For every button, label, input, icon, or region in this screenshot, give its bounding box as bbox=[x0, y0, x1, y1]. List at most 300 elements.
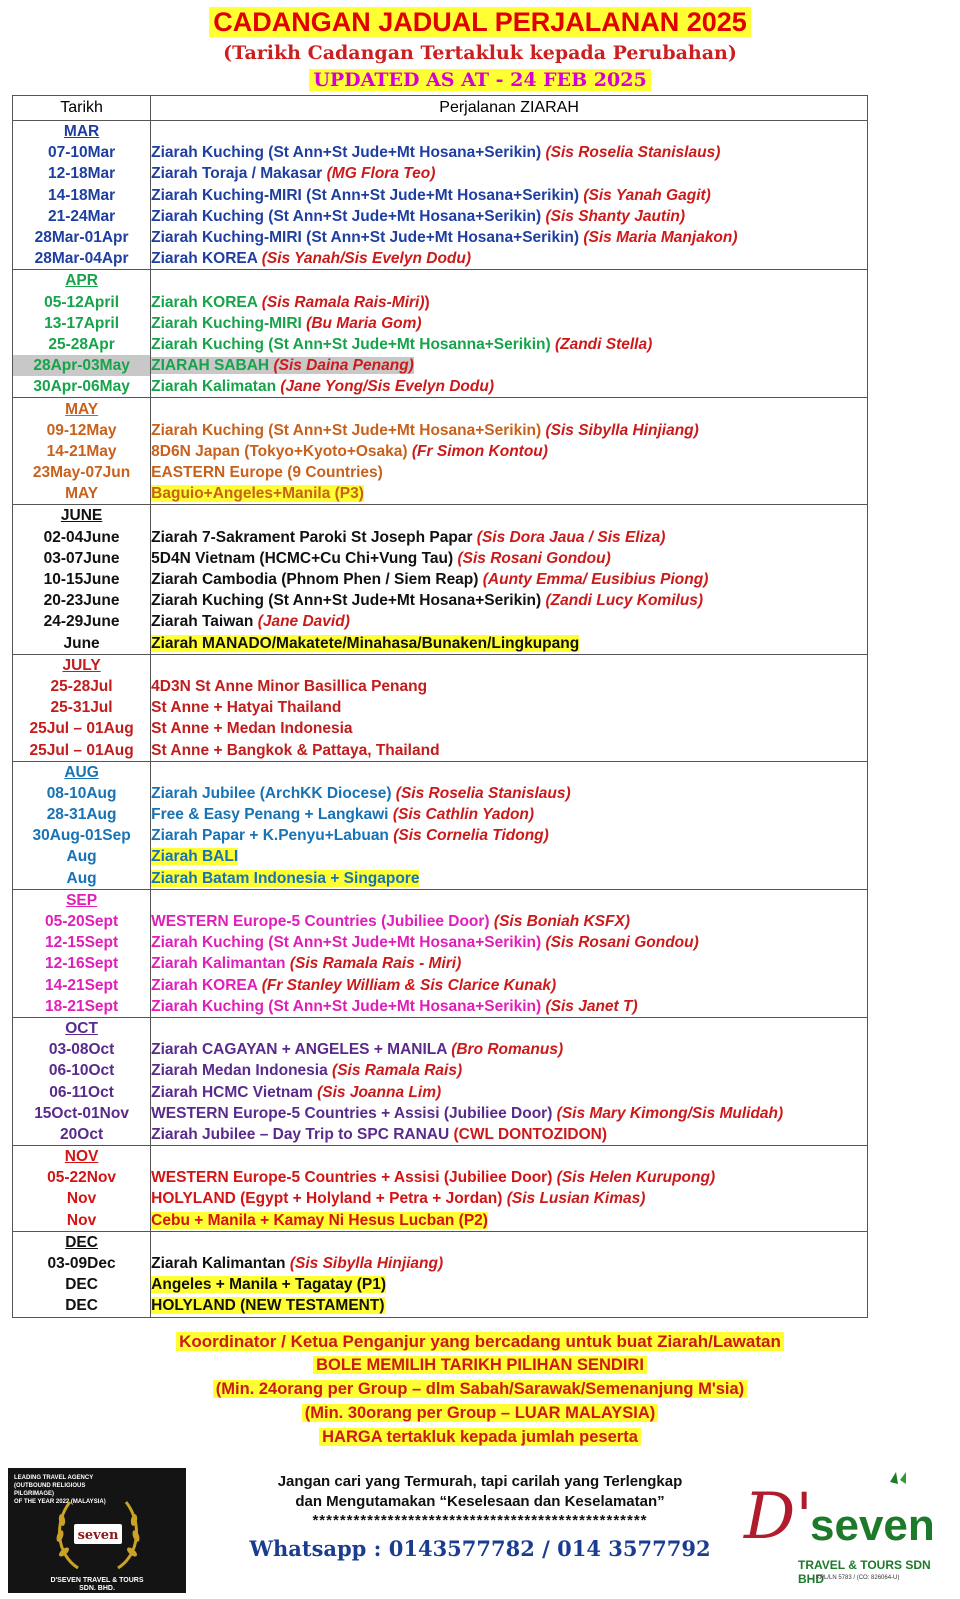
trip-text-wrap bbox=[151, 250, 471, 267]
trip-name: Ziarah Kuching (St Ann+St Jude+Mt Hosana+Serikin) bbox=[151, 934, 542, 952]
trip-name: WESTERN Europe-5 Countries (Jubiliee Door) bbox=[151, 913, 490, 931]
table-row bbox=[13, 248, 868, 270]
trip-date: 30Aug-01Sep bbox=[13, 825, 151, 846]
trip-description bbox=[151, 313, 868, 334]
trip-description bbox=[151, 1039, 868, 1060]
trip-leader: (Sis Joanna Lim) bbox=[317, 1083, 442, 1101]
trip-date: 13-17April bbox=[13, 313, 151, 334]
table-row bbox=[13, 676, 868, 697]
trip-date: 06-11Oct bbox=[13, 1081, 151, 1102]
trip-name: Ziarah Kuching (St Ann+St Jude+Mt Hosana+Serikin) bbox=[151, 997, 542, 1015]
trip-text-wrap bbox=[151, 571, 708, 588]
month-row bbox=[13, 761, 868, 783]
trip-date: Nov bbox=[13, 1188, 151, 1209]
footer-line-4: (Min. 30orang per Group – LUAR MALAYSIA) bbox=[0, 1402, 960, 1425]
trip-text-wrap bbox=[151, 1126, 607, 1143]
trip-leader: (Bro Romanus) bbox=[451, 1041, 564, 1059]
trip-date: 14-21May bbox=[13, 441, 151, 462]
trip-date: 30Apr-06May bbox=[13, 376, 151, 398]
month-row bbox=[13, 270, 868, 292]
trip-leader: (Sis Lusian Kimas) bbox=[506, 1190, 646, 1208]
table-row bbox=[13, 483, 868, 505]
table-row bbox=[13, 739, 868, 761]
trip-date: 05-22Nov bbox=[13, 1167, 151, 1188]
month-row bbox=[13, 505, 868, 527]
trip-date: 25-31Jul bbox=[13, 697, 151, 718]
trip-date: 14-18Mar bbox=[13, 185, 151, 206]
trip-date: DEC bbox=[13, 1295, 151, 1317]
award-badge-logo-text: seven bbox=[77, 1528, 119, 1543]
table-row bbox=[13, 527, 868, 548]
trip-text-wrap bbox=[151, 422, 699, 439]
month-label: MAY bbox=[13, 398, 151, 420]
trip-name: Ziarah Jubilee – Day Trip to SPC RANAU bbox=[151, 1125, 450, 1143]
table-row bbox=[13, 932, 868, 953]
month-empty-cell bbox=[151, 270, 868, 292]
trip-leader: (Fr Stanley William & Sis Clarice Kunak) bbox=[261, 976, 557, 994]
trip-date: DEC bbox=[13, 1274, 151, 1295]
month-row bbox=[13, 1231, 868, 1253]
trip-description bbox=[151, 1188, 868, 1209]
trip-text-wrap bbox=[151, 592, 703, 609]
table-row bbox=[13, 1060, 868, 1081]
page-title: CADANGAN JADUAL PERJALANAN 2025 bbox=[0, 4, 960, 40]
trip-date: 10-15June bbox=[13, 569, 151, 590]
trip-description bbox=[151, 420, 868, 441]
month-group bbox=[13, 761, 868, 889]
trip-name: Ziarah Cambodia (Phnom Phen / Siem Reap) bbox=[151, 571, 479, 589]
table-row bbox=[13, 1274, 868, 1295]
month-group bbox=[13, 654, 868, 761]
page-subtitle: (Tarikh Cadangan Tertakluk kepada Perubahan) bbox=[223, 42, 737, 64]
trip-date: 20Oct bbox=[13, 1124, 151, 1146]
trip-description bbox=[151, 783, 868, 804]
logo-mark-icon bbox=[740, 1468, 952, 1563]
trip-leader: (Jane David) bbox=[257, 613, 350, 631]
table-row bbox=[13, 355, 868, 376]
trip-leader: (Sis Dora Jaua / Sis Eliza) bbox=[476, 528, 666, 546]
trip-name: Ziarah Kuching-MIRI bbox=[151, 314, 302, 332]
trip-leader: (Sis Cathlin Yadon) bbox=[392, 806, 535, 824]
table-row bbox=[13, 804, 868, 825]
footer-line-3: (Min. 24orang per Group – dlm Sabah/Sarawak/Semenanjung M'sia) bbox=[0, 1378, 960, 1401]
trip-name: HOLYLAND (NEW TESTAMENT) bbox=[151, 1297, 385, 1315]
trip-name: Ziarah BALI bbox=[151, 848, 239, 866]
trip-leader: (Fr Simon Kontou) bbox=[411, 442, 548, 460]
award-text: LEADING TRAVEL AGENCY (OUTBOUND RELIGIOUS PILGRIMAGE) OF THE YEAR 2022 (MALAYSIA) bbox=[14, 1475, 106, 1505]
trip-date: 25-28Apr bbox=[13, 334, 151, 355]
month-group bbox=[13, 1231, 868, 1317]
month-group bbox=[13, 889, 868, 1017]
trip-description bbox=[151, 1295, 868, 1317]
table-row bbox=[13, 441, 868, 462]
trip-name: Ziarah Kalimantan bbox=[151, 955, 286, 973]
trip-date: 03-07June bbox=[13, 548, 151, 569]
trip-description bbox=[151, 376, 868, 398]
table-row bbox=[13, 697, 868, 718]
trip-description bbox=[151, 868, 868, 890]
trip-name: Ziarah Kuching (St Ann+St Jude+Mt Hosana+Serikin) bbox=[151, 592, 542, 610]
trip-description bbox=[151, 462, 868, 483]
trip-description bbox=[151, 1124, 868, 1146]
month-empty-cell bbox=[151, 1231, 868, 1253]
trip-date: MAY bbox=[13, 483, 151, 505]
trip-name: St Anne + Medan Indonesia bbox=[151, 720, 353, 738]
trip-description bbox=[151, 248, 868, 270]
trip-description bbox=[151, 334, 868, 355]
trip-date: 12-16Sept bbox=[13, 953, 151, 974]
trip-name: Ziarah Taiwan bbox=[151, 613, 254, 631]
trip-name: Ziarah Jubilee (ArchKK Diocese) bbox=[151, 784, 392, 802]
trip-description bbox=[151, 996, 868, 1018]
trip-name: 5D4N Vietnam (HCMC+Cu Chi+Vung Tau) bbox=[151, 549, 454, 567]
trip-text-wrap bbox=[151, 742, 439, 759]
footer-line-2: BOLE MEMILIH TARIKH PILIHAN SENDIRI bbox=[0, 1354, 960, 1377]
trip-date: 28Mar-04Apr bbox=[13, 248, 151, 270]
table-row bbox=[13, 718, 868, 739]
month-label: SEP bbox=[13, 889, 151, 911]
trip-description bbox=[151, 441, 868, 462]
trip-text-wrap bbox=[151, 720, 352, 737]
table-row bbox=[13, 975, 868, 996]
trip-date: 05-12April bbox=[13, 292, 151, 313]
trip-date: 15Oct-01Nov bbox=[13, 1103, 151, 1124]
trip-name: Ziarah Batam Indonesia + Singapore bbox=[151, 869, 420, 887]
trip-date: 09-12May bbox=[13, 420, 151, 441]
trip-leader: (Sis Shanty Jautin) bbox=[545, 207, 686, 225]
trip-description bbox=[151, 548, 868, 569]
trip-name: Ziarah KOREA bbox=[151, 293, 258, 311]
table-row bbox=[13, 611, 868, 632]
trip-description bbox=[151, 527, 868, 548]
table-row bbox=[13, 1081, 868, 1102]
trip-date: 02-04June bbox=[13, 527, 151, 548]
table-row bbox=[13, 846, 868, 867]
trip-description bbox=[151, 142, 868, 163]
trip-date: 28Apr-03May bbox=[13, 355, 151, 376]
trip-text-wrap bbox=[151, 378, 494, 395]
trip-name: Ziarah Kuching-MIRI (St Ann+St Jude+Mt Hosana+Serikin) bbox=[151, 186, 580, 204]
trip-description bbox=[151, 1167, 868, 1188]
table-row bbox=[13, 569, 868, 590]
trip-text-wrap bbox=[151, 1041, 563, 1058]
award-badge bbox=[8, 1468, 186, 1593]
trip-text-wrap bbox=[151, 1297, 384, 1314]
month-group bbox=[13, 398, 868, 505]
trip-date: 14-21Sept bbox=[13, 975, 151, 996]
trip-date: June bbox=[13, 633, 151, 655]
trip-leader: (Sis Roselia Stanislaus) bbox=[545, 144, 721, 162]
trip-text-wrap bbox=[151, 294, 430, 311]
trip-leader: (Sis Rosani Gondou) bbox=[545, 934, 699, 952]
col-header-trip: Perjalanan ZIARAH bbox=[151, 96, 868, 121]
month-row bbox=[13, 121, 868, 143]
trip-name: Ziarah MANADO/Makatete/Minahasa/Bunaken/Lingkupang bbox=[151, 634, 580, 652]
trip-leader: (Sis Maria Manjakon) bbox=[583, 229, 738, 247]
month-label: DEC bbox=[13, 1231, 151, 1253]
trip-name: Ziarah Medan Indonesia bbox=[151, 1062, 328, 1080]
trip-tail: ) bbox=[424, 293, 430, 311]
company-logo bbox=[740, 1468, 952, 1593]
logo-tagline: TRAVEL & TOURS SDN BHD bbox=[798, 1558, 931, 1586]
trip-description bbox=[151, 590, 868, 611]
footer-line-1: Koordinator / Ketua Penganjur yang bercadang untuk buat Ziarah/Lawatan bbox=[0, 1330, 960, 1354]
trip-description bbox=[151, 953, 868, 974]
trip-leader: (Sis Ramala Rais - Miri) bbox=[289, 955, 462, 973]
schedule-table bbox=[12, 95, 868, 1318]
trip-date: 06-10Oct bbox=[13, 1060, 151, 1081]
trip-description bbox=[151, 697, 868, 718]
trip-leader: (Sis Sibylla Hinjiang) bbox=[289, 1255, 444, 1273]
trip-date: 25Jul – 01Aug bbox=[13, 718, 151, 739]
month-label: JUNE bbox=[13, 505, 151, 527]
trip-text-wrap bbox=[151, 635, 579, 652]
trip-date: 28Mar-01Apr bbox=[13, 227, 151, 248]
trip-leader: (Sis Mary Kimong/Sis Mulidah) bbox=[556, 1104, 784, 1122]
trip-name: Ziarah Kuching (St Ann+St Jude+Mt Hosana+Serikin) bbox=[151, 144, 542, 162]
trip-leader: (Sis Helen Kurupong) bbox=[556, 1169, 716, 1187]
trip-description bbox=[151, 676, 868, 697]
table-row bbox=[13, 1167, 868, 1188]
trip-name: 8D6N Japan (Tokyo+Kyoto+Osaka) bbox=[151, 442, 408, 460]
month-group bbox=[13, 505, 868, 654]
table-row bbox=[13, 996, 868, 1018]
month-label: OCT bbox=[13, 1017, 151, 1039]
trip-date: 28-31Aug bbox=[13, 804, 151, 825]
table-row bbox=[13, 313, 868, 334]
month-row bbox=[13, 398, 868, 420]
table-row bbox=[13, 334, 868, 355]
month-row bbox=[13, 889, 868, 911]
trip-text-wrap bbox=[151, 357, 414, 374]
trip-name: Ziarah 7-Sakrament Paroki St Joseph Papar bbox=[151, 528, 473, 546]
trip-description bbox=[151, 718, 868, 739]
month-empty-cell bbox=[151, 1146, 868, 1168]
trip-date: 05-20Sept bbox=[13, 911, 151, 932]
trip-description bbox=[151, 1081, 868, 1102]
table-header-row bbox=[13, 96, 868, 121]
trip-text-wrap bbox=[151, 1062, 462, 1079]
whatsapp-contact: Whatsapp : 0143577782 / 014 3577792 bbox=[249, 1536, 711, 1561]
slogan-line-1: Jangan cari yang Termurah, tapi carilah yang Terlengkap bbox=[277, 1473, 683, 1490]
table-row bbox=[13, 1295, 868, 1317]
trip-description bbox=[151, 825, 868, 846]
table-row bbox=[13, 590, 868, 611]
slogan-line-2: dan Mengutamakan “Keselesaan dan Keselamatan” bbox=[295, 1493, 665, 1510]
table-row bbox=[13, 953, 868, 974]
footer-line-5: HARGA tertakluk kepada jumlah peserta bbox=[0, 1426, 960, 1449]
trip-leader: (Sis Daina Penang) bbox=[273, 357, 414, 375]
table-row bbox=[13, 1210, 868, 1232]
trip-date: 18-21Sept bbox=[13, 996, 151, 1018]
trip-text-wrap bbox=[151, 827, 549, 844]
trip-leader: (Jane Yong/Sis Evelyn Dodu) bbox=[280, 378, 494, 396]
trip-leader: (MG Flora Teo) bbox=[326, 165, 436, 183]
trip-name: St Anne + Hatyai Thailand bbox=[151, 699, 342, 717]
table-row bbox=[13, 292, 868, 313]
trip-date: Aug bbox=[13, 868, 151, 890]
table-row bbox=[13, 868, 868, 890]
month-empty-cell bbox=[151, 1017, 868, 1039]
trip-date: 25-28Jul bbox=[13, 676, 151, 697]
trip-text-wrap bbox=[151, 870, 419, 887]
month-empty-cell bbox=[151, 398, 868, 420]
trip-date: 08-10Aug bbox=[13, 783, 151, 804]
updated-date: UPDATED AS AT - 24 FEB 2025 bbox=[0, 67, 960, 93]
trip-text-wrap bbox=[151, 913, 630, 930]
trip-name: Ziarah Kalimantan bbox=[151, 1255, 286, 1273]
trip-leader: (Aunty Emma/ Eusibius Piong) bbox=[482, 571, 709, 589]
table-row bbox=[13, 227, 868, 248]
trip-name: ZIARAH SABAH bbox=[151, 357, 270, 375]
trip-text-wrap bbox=[151, 165, 435, 182]
trip-text-wrap bbox=[151, 785, 571, 802]
trip-description bbox=[151, 483, 868, 505]
trip-description bbox=[151, 163, 868, 184]
trip-text-wrap bbox=[151, 464, 383, 481]
table-row bbox=[13, 783, 868, 804]
month-label: MAR bbox=[13, 121, 151, 143]
trip-leader: (Zandi Lucy Komilus) bbox=[545, 592, 704, 610]
month-group bbox=[13, 1017, 868, 1145]
month-group bbox=[13, 270, 868, 398]
trip-leader: (Zandi Stella) bbox=[554, 335, 653, 353]
trip-text-wrap bbox=[151, 229, 737, 246]
table-row bbox=[13, 1103, 868, 1124]
month-label: NOV bbox=[13, 1146, 151, 1168]
trip-name: Cebu + Manila + Kamay Ni Hesus Lucban (P2) bbox=[151, 1211, 488, 1229]
trip-description bbox=[151, 185, 868, 206]
month-empty-cell bbox=[151, 121, 868, 143]
trip-description bbox=[151, 1253, 868, 1274]
trip-description bbox=[151, 355, 868, 376]
divider-stars: ************************************************* bbox=[312, 1512, 648, 1529]
trip-name: Ziarah KOREA bbox=[151, 976, 258, 994]
table-row bbox=[13, 185, 868, 206]
trip-leader: (Sis Cornelia Tidong) bbox=[393, 827, 549, 845]
trip-text-wrap bbox=[151, 187, 711, 204]
trip-text-wrap bbox=[151, 1212, 488, 1229]
table-row bbox=[13, 420, 868, 441]
table-row bbox=[13, 1188, 868, 1209]
trip-leader: (Sis Sibylla Hinjiang) bbox=[545, 421, 699, 439]
month-empty-cell bbox=[151, 505, 868, 527]
month-row bbox=[13, 1017, 868, 1039]
table-row bbox=[13, 1253, 868, 1274]
trip-name: Angeles + Manila + Tagatay (P1) bbox=[151, 1276, 387, 1294]
month-row bbox=[13, 654, 868, 676]
trip-date: 03-09Dec bbox=[13, 1253, 151, 1274]
trip-name: HOLYLAND (Egypt + Holyland + Petra + Jordan) bbox=[151, 1190, 503, 1208]
month-label: APR bbox=[13, 270, 151, 292]
trip-text-wrap bbox=[151, 1084, 441, 1101]
trip-date: 07-10Mar bbox=[13, 142, 151, 163]
trip-date: 23May-07Jun bbox=[13, 462, 151, 483]
col-header-date: Tarikh bbox=[13, 96, 151, 121]
trip-name: Free & Easy Penang + Langkawi bbox=[151, 806, 389, 824]
trip-text-wrap bbox=[151, 336, 652, 353]
trip-description bbox=[151, 633, 868, 655]
trip-name: WESTERN Europe-5 Countries + Assisi (Jubiliee Door) bbox=[151, 1104, 553, 1122]
trip-description bbox=[151, 1210, 868, 1232]
trip-text-wrap bbox=[151, 144, 720, 161]
trip-date: 21-24Mar bbox=[13, 206, 151, 227]
trip-text-wrap bbox=[151, 955, 461, 972]
table-row bbox=[13, 376, 868, 398]
month-empty-cell bbox=[151, 654, 868, 676]
trip-description bbox=[151, 206, 868, 227]
trip-description bbox=[151, 932, 868, 953]
trip-name: EASTERN Europe (9 Countries) bbox=[151, 464, 383, 482]
trip-text-wrap bbox=[151, 1276, 386, 1293]
trip-text-wrap bbox=[151, 485, 364, 502]
trip-name: Ziarah Kalimatan bbox=[151, 378, 277, 396]
table-row bbox=[13, 163, 868, 184]
trip-text-wrap bbox=[151, 613, 350, 630]
trip-text-wrap bbox=[151, 1255, 443, 1272]
trip-name: St Anne + Bangkok & Pattaya, Thailand bbox=[151, 741, 440, 759]
month-empty-cell bbox=[151, 761, 868, 783]
trip-text-wrap bbox=[151, 1190, 645, 1207]
trip-description bbox=[151, 739, 868, 761]
trip-date: 25Jul – 01Aug bbox=[13, 739, 151, 761]
trip-description bbox=[151, 611, 868, 632]
trip-text-wrap bbox=[151, 934, 699, 951]
trip-name: Ziarah Kuching (St Ann+St Jude+Mt Hosana+Serikin) bbox=[151, 421, 542, 439]
trip-date: 12-18Mar bbox=[13, 163, 151, 184]
table-row bbox=[13, 911, 868, 932]
trip-leader: (Sis Ramala Rais) bbox=[332, 1062, 463, 1080]
trip-date: 24-29June bbox=[13, 611, 151, 632]
table-row bbox=[13, 142, 868, 163]
trip-name: Ziarah KOREA bbox=[151, 250, 258, 268]
trip-date: 12-15Sept bbox=[13, 932, 151, 953]
trip-text-wrap bbox=[151, 806, 534, 823]
trip-name: Ziarah Papar + K.Penyu+Labuan bbox=[151, 827, 389, 845]
trip-description bbox=[151, 975, 868, 996]
trip-date: Aug bbox=[13, 846, 151, 867]
trip-text-wrap bbox=[151, 529, 665, 546]
trip-text-wrap bbox=[151, 1105, 783, 1122]
month-label: AUG bbox=[13, 761, 151, 783]
trip-text-wrap bbox=[151, 208, 685, 225]
trip-leader: (Sis Janet T) bbox=[545, 997, 638, 1015]
table-row bbox=[13, 633, 868, 655]
trip-text-wrap bbox=[151, 678, 427, 695]
trip-leader: (CWL DONTOZIDON) bbox=[453, 1125, 608, 1143]
trip-description bbox=[151, 846, 868, 867]
award-company: D'SEVEN TRAVEL & TOURS SDN. BHD. bbox=[50, 1577, 144, 1592]
trip-leader: (Sis Roselia Stanislaus) bbox=[395, 784, 571, 802]
laurel-wreath-icon bbox=[48, 1492, 148, 1576]
trip-text-wrap bbox=[151, 315, 421, 332]
trip-text-wrap bbox=[151, 699, 341, 716]
trip-date: Nov bbox=[13, 1210, 151, 1232]
month-group bbox=[13, 121, 868, 270]
month-group bbox=[13, 1146, 868, 1232]
trip-leader: (Sis Yanah/Sis Evelyn Dodu) bbox=[261, 250, 472, 268]
svg-text:D': D' bbox=[744, 1480, 813, 1554]
trip-leader: (Sis Ramala Rais-Miri) bbox=[261, 293, 425, 311]
trip-description bbox=[151, 569, 868, 590]
trip-leader: (Sis Rosani Gondou) bbox=[457, 549, 611, 567]
trip-description bbox=[151, 804, 868, 825]
trip-name: 4D3N St Anne Minor Basillica Penang bbox=[151, 677, 428, 695]
trip-text-wrap bbox=[151, 848, 238, 865]
trip-name: Ziarah Kuching-MIRI (St Ann+St Jude+Mt Hosana+Serikin) bbox=[151, 229, 580, 247]
trip-text-wrap bbox=[151, 998, 638, 1015]
month-empty-cell bbox=[151, 889, 868, 911]
